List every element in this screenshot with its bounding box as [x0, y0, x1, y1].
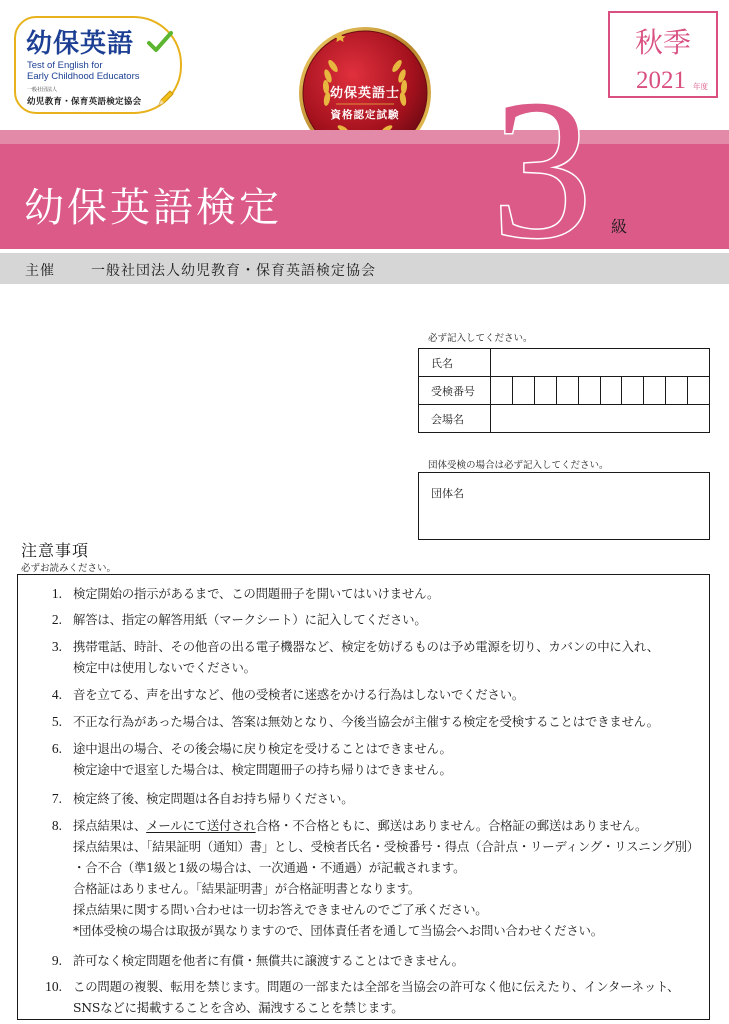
exam-number-row — [419, 377, 710, 405]
exam-number-digit-box[interactable] — [557, 377, 579, 404]
rule-line: 不正な行為があった場合は、答案は無効となり、今後当協会が主催する検定を受検することはできません。 — [73, 714, 659, 729]
grade-suffix: 級 — [611, 217, 628, 236]
logo-org-name: 幼児教育・保育英語検定協会 — [27, 97, 142, 107]
exam-number-label: 受検番号 — [419, 377, 491, 405]
season-year-suffix: 年度 — [693, 82, 708, 91]
rule-text — [73, 583, 439, 604]
rule-text — [73, 815, 699, 941]
logo-subtitle-line1: Test of English for — [27, 60, 103, 71]
rule-text — [73, 609, 427, 630]
exam-number-digit-box[interactable] — [601, 377, 623, 404]
name-field[interactable] — [491, 349, 710, 377]
venue-field[interactable] — [491, 405, 710, 433]
rule-number: 5. — [51, 714, 62, 729]
sponsor-org: 一般社団法人幼児教育・保育英語検定協会 — [91, 263, 376, 279]
rule-line: ・合不合（準1級と1級の場合は、一次通過・不通過）が記載されます。 — [73, 860, 466, 875]
rule-line: 携帯電話、時計、その他音の出る電子機器など、検定を妨げるものは予め電源を切り、カバンの中に入れ、 — [73, 639, 659, 654]
rule-number: 1. — [51, 586, 62, 601]
rule-text — [73, 976, 679, 1018]
season-year: 2021 — [636, 67, 686, 94]
logo-title: 幼保英語 — [26, 29, 135, 59]
logo — [14, 16, 182, 114]
rule-line: *団体受検の場合は取扱が異なりますので、団体責任者を通して当協会へお問い合わせください。 — [73, 923, 603, 938]
rule-text — [73, 684, 524, 705]
exam-title: 幼保英語検定 — [24, 185, 282, 231]
rule-number: 10. — [45, 979, 62, 994]
rule-text — [73, 711, 659, 732]
logo-subtitle-line2: Early Childhood Educators — [27, 71, 140, 82]
required-note: 必ず記入してください。 — [428, 333, 533, 344]
rule-number: 2. — [51, 612, 62, 627]
venue-row — [419, 405, 710, 433]
rule-line-post: 合格・不合格ともに、郵送はありません。合格証の郵送はありません。 — [255, 818, 648, 833]
rule-text — [73, 636, 659, 678]
notes-box — [17, 574, 710, 1020]
check-icon — [146, 30, 174, 54]
group-name-label: 団体名 — [431, 487, 464, 500]
sponsor-label: 主催 — [25, 263, 55, 279]
rule-line: 採点結果は、「結果証明（通知）書」とし、受検者氏名・受検番号・得点（合計点・リーディング・リスニング別） — [73, 839, 699, 854]
header-band-light — [0, 130, 729, 144]
exam-number-digit-box[interactable] — [491, 377, 513, 404]
rule-number: 3. — [51, 639, 62, 654]
season-box — [608, 11, 718, 98]
seal-line1: 幼保英語士 — [329, 86, 400, 101]
exam-number-digit-box[interactable] — [688, 377, 709, 404]
rule-line: 途中退出の場合、その後会場に戻り検定を受けることはできません。 — [73, 741, 452, 756]
rule-text — [73, 950, 464, 971]
rule-line: 合格証はありません。「結果証明書」が合格証明書となります。 — [73, 881, 421, 896]
exam-number-digit-box[interactable] — [579, 377, 601, 404]
rule-number: 7. — [51, 791, 62, 806]
exam-number-digit-box[interactable] — [535, 377, 557, 404]
exam-number-digit-box[interactable] — [622, 377, 644, 404]
sponsor-strip — [0, 253, 729, 284]
exam-number-digits — [491, 377, 709, 404]
rule-line: 解答は、指定の解答用紙（マークシート）に記入してください。 — [73, 612, 427, 627]
rule-line: この問題の複製、転用を禁じます。問題の一部または全部を当協会の許可なく他に伝えたり、インターネット、 — [73, 979, 680, 994]
rule-line: 検定終了後、検定問題は各自お持ち帰りください。 — [73, 791, 354, 806]
notes-subheading: 必ずお読みください。 — [21, 563, 117, 574]
logo-org-small: 一般社団法人 — [27, 87, 58, 93]
rule-line: SNSなどに掲載することを含め、漏洩することを禁じます。 — [73, 1000, 404, 1015]
notes-heading: 注意事項 — [21, 541, 90, 560]
svg-text:3: 3 — [492, 68, 592, 248]
rule-line: 検定開始の指示があるまで、この問題冊子を開いてはいけません。 — [73, 586, 440, 601]
rule-text — [73, 788, 353, 809]
rule-line: 検定途中で退室した場合は、検定問題冊子の持ち帰りはできません。 — [73, 762, 452, 777]
candidate-info-table — [418, 348, 710, 433]
rule-line: 検定中は使用しないでください。 — [73, 660, 256, 675]
rule-line-underlined: メールにて送付され — [146, 818, 256, 833]
season-name: 秋季 — [634, 26, 691, 59]
rule-line — [73, 815, 699, 836]
group-note: 団体受検の場合は必ず記入してください。 — [428, 460, 609, 471]
rule-line: 音を立てる、声を出すなど、他の受検者に迷惑をかける行為はしないでください。 — [73, 687, 525, 702]
rule-number: 8. — [51, 818, 62, 833]
group-name-field[interactable] — [418, 472, 710, 540]
rule-number: 4. — [51, 687, 62, 702]
logo-subtitle — [27, 60, 139, 82]
name-row — [419, 349, 710, 377]
grade-number — [470, 68, 615, 248]
rule-text — [73, 738, 452, 780]
exam-number-field[interactable] — [491, 377, 710, 405]
exam-number-digit-box[interactable] — [644, 377, 666, 404]
name-label: 氏名 — [419, 349, 491, 377]
rule-line: 許可なく検定問題を他者に有償・無償共に譲渡することはできません。 — [73, 953, 464, 968]
rule-line: 採点結果に関する問い合わせは一切お答えできませんのでご了承ください。 — [73, 902, 488, 917]
rule-number: 6. — [51, 741, 62, 756]
rule-number: 9. — [51, 953, 62, 968]
venue-label: 会場名 — [419, 405, 491, 433]
exam-number-digit-box[interactable] — [513, 377, 535, 404]
exam-number-digit-box[interactable] — [666, 377, 688, 404]
seal-line2: 資格認定試験 — [330, 109, 400, 121]
rule-line-pre: 採点結果は、 — [73, 818, 147, 833]
pencil-icon — [157, 89, 175, 107]
